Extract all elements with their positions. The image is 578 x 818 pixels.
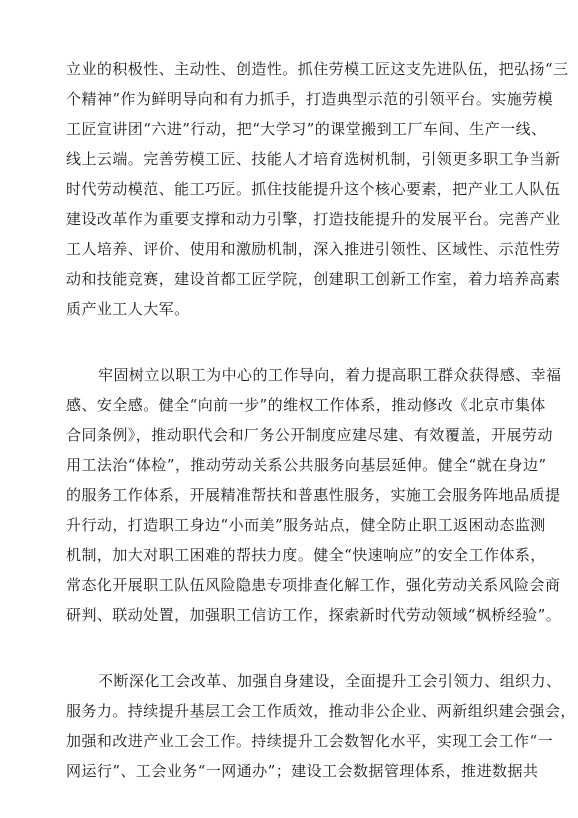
text-line: 线上云端。完善劳模工匠、技能人才培育选树机制，引领更多职工争当新 (66, 150, 561, 168)
text-line: 建设改革作为重要支撑和动力引擎，打造技能提升的发展平台。完善产业 (66, 210, 561, 228)
text-line: 工人培养、评价、使用和激励机制，深入推进引领性、区域性、示范性劳 (66, 240, 561, 258)
text-line: 不断深化工会改革、加强自身建设，全面提升工会引领力、组织力、 (98, 672, 562, 690)
text-line: 牢固树立以职工为中心的工作导向，着力提高职工群众获得感、幸福 (98, 366, 562, 384)
text-line: 立业的积极性、主动性、创造性。抓住劳模工匠这支先进队伍，把弘扬“三 (66, 60, 569, 78)
text-line: 合同条例》，推动职代会和厂务公开制度应建尽建、有效覆盖，开展劳动 (66, 426, 553, 444)
text-line: 升行动，打造职工身边“小而美”服务站点，健全防止职工返困动态监测 (66, 516, 546, 534)
text-line: 常态化开展职工队伍风险隐患专项排查化解工作，强化劳动关系风险会商 (66, 576, 561, 594)
text-line: 服务力。持续提升基层工会工作质效，推动非公企业、两新组织建会强会， (66, 702, 576, 720)
text-line: 的服务工作体系，开展精准帮扶和普惠性服务，实施工会服务阵地品质提 (66, 486, 561, 504)
text-line: 用工法治“体检”，推动劳动关系公共服务向基层延伸。健全“就在身边” (66, 456, 547, 474)
text-line: 时代劳动模范、能工巧匠。抓住技能提升这个核心要素，把产业工人队伍 (66, 180, 561, 198)
text-line: 网运行”、工会业务“一网通办”；建设工会数据管理体系，推进数据共 (66, 762, 539, 780)
text-line: 感、安全感。健全“向前一步”的维权工作体系，推动修改《北京市集体 (66, 396, 546, 414)
text-line: 工匠宣讲团“六进”行动，把“大学习”的课堂搬到工厂车间、生产一线、 (66, 120, 547, 138)
text-line: 个精神”作为鲜明导向和有力抓手，打造典型示范的引领平台。实施劳模 (66, 90, 554, 108)
text-line: 机制，加大对职工困难的帮扶力度。健全“快速响应”的安全工作体系， (66, 546, 546, 564)
text-line: 质产业工人大军。 (66, 300, 190, 318)
text-line: 动和技能竞赛，建设首都工匠学院，创建职工创新工作室，着力培养高素 (66, 270, 561, 288)
text-line: 加强和改进产业工会工作。持续提升工会数智化水平，实现工会工作“一 (66, 732, 554, 750)
text-line: 研判、联动处置，加强职工信访工作，探索新时代劳动领域“枫桥经验”。 (66, 606, 562, 624)
